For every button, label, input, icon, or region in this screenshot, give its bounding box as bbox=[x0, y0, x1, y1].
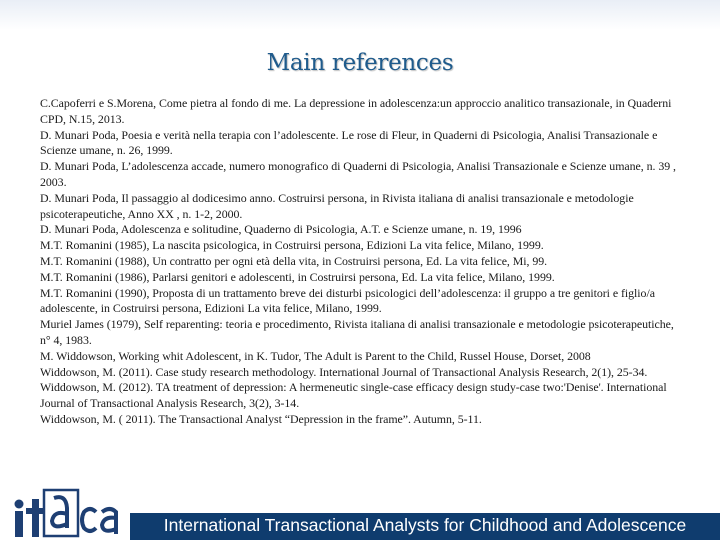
itaca-logo bbox=[10, 486, 122, 540]
footer bbox=[0, 478, 720, 540]
reference-item: M.T. Romanini (1988), Un contratto per ogni età della vita, in Costruirsi persona, Ed. La vita felice, Mi, 99. bbox=[40, 253, 548, 268]
reference-item: Widdowson, M. (2012). TA treatment of depression: A hermeneutic single-case efficacy design study-case two:'Denise'. International Journal of Transactional Analysis Research, 3(2), 3-14. bbox=[40, 380, 667, 411]
reference-item: D. Munari Poda, Poesia e verità nella terapia con l’adolescente. Le rose di Fleur, in Quaderni di Psicologia, Analisi Transazionale e Scienze umane, n. 26, 1999. bbox=[40, 127, 658, 158]
reference-item: M.T. Romanini (1986), Parlarsi genitori e adolescenti, in Costruirsi persona, Ed. La vita felice, Milano, 1999. bbox=[40, 269, 555, 284]
reference-item: M. Widdowson, Working whit Adolescent, in K. Tudor, The Adult is Parent to the Child, Russel House, Dorset, 2008 bbox=[40, 348, 591, 363]
reference-item: M.T. Romanini (1990), Proposta di un trattamento breve dei disturbi psicologici dell’adolescenza: il gruppo a tre genitori e figlio/a adolescente, in Costruirsi persona, Edizioni La vita felice, Milano, 1999. bbox=[40, 285, 655, 316]
reference-item: D. Munari Poda, Il passaggio al dodicesimo anno. Costruirsi persona, in Rivista italiana di analisi transazionale e metodologie psicoterapeutiche, Anno XX , n. 1-2, 2000. bbox=[40, 190, 634, 221]
reference-item: Widdowson, M. ( 2011). The Transactional Analyst “Depression in the frame”. Autumn, 5-11. bbox=[40, 411, 482, 426]
footer-tagline: International Transactional Analysts for Childhood and Adolescence bbox=[163, 515, 687, 535]
reference-item: M.T. Romanini (1985), La nascita psicologica, in Costruirsi persona, Edizioni La vita felice, Milano, 1999. bbox=[40, 238, 544, 253]
footer-banner bbox=[130, 513, 720, 540]
top-band bbox=[0, 0, 720, 30]
reference-item: Widdowson, M. (2011). Case study research methodology. International Journal of Transactional Analysis Research, 2(1), 25-34. bbox=[40, 364, 648, 379]
reference-item: D. Munari Poda, L’adolescenza accade, numero monografico di Quaderni di Psicologia, Analisi Transazionale e Scienze umane, n. 39 , 2003. bbox=[40, 159, 676, 189]
reference-item: Muriel James (1979), Self reparenting: teoria e procedimento, Rivista italiana di analisi transazionale e metodologie psicoterapeutiche, n° 4, 1983. bbox=[40, 317, 674, 347]
page-title: Main references bbox=[266, 50, 454, 76]
reference-list bbox=[40, 96, 685, 428]
reference-item: D. Munari Poda, Adolescenza e solitudine, Quaderno di Psicologia, A.T. e Scienze umane, n. 19, 1996 bbox=[40, 222, 522, 237]
reference-item: C.Capoferri e S.Morena, Come pietra al fondo di me. La depressione in adolescenza:un approccio analitico transazionale, in Quaderni CPD, N.15, 2013. bbox=[40, 96, 672, 126]
